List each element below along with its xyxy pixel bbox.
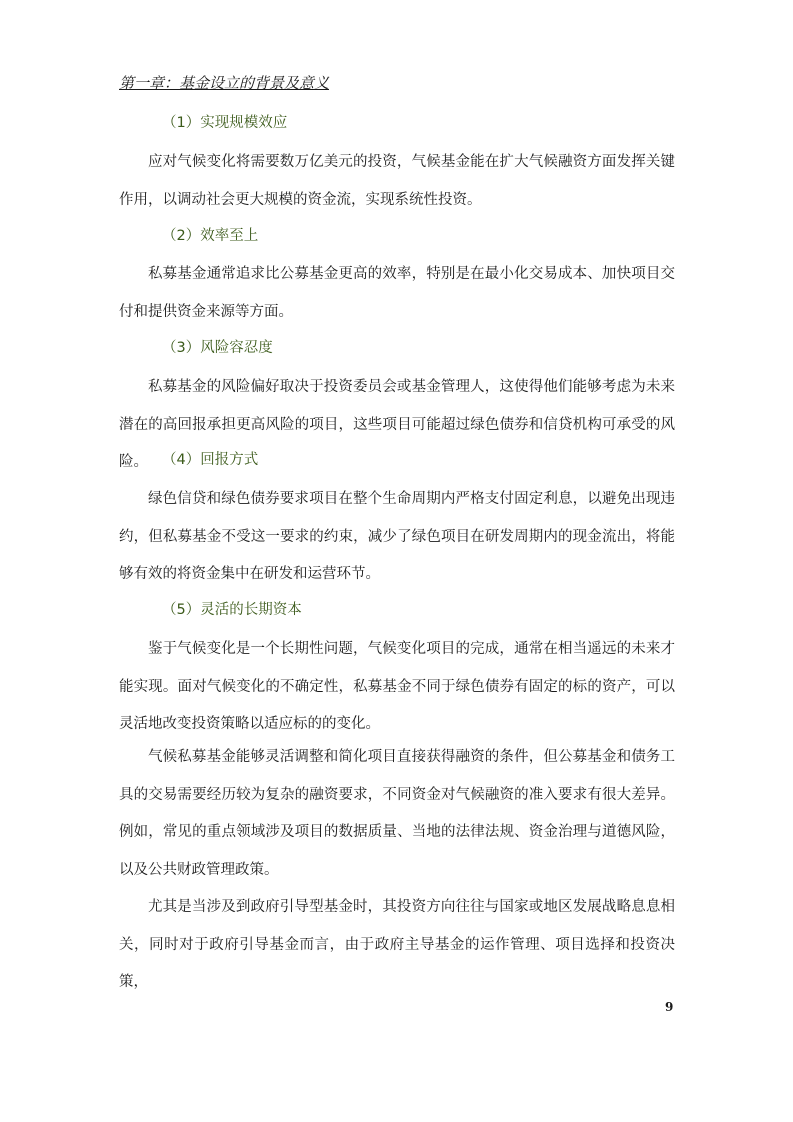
section-1-paragraph-1: 应对气候变化将需要数万亿美元的投资，气候基金能在扩大气候融资方面发挥关键作用，以调动社会更大规模的资金流，实现系统性投资。 (119, 154, 675, 208)
section-heading-1: （1）实现规模效应 (162, 115, 288, 131)
section-4-paragraph-1: 绿色信贷和绿色债券要求项目在整个生命周期内严格支付固定利息，以避免出现违约，但私募基金不受这一要求的约束，减少了绿色项目在研发周期内的现金流出，将能够有效的将资金集中在研发和运营环节。 (119, 491, 675, 582)
chapter-title: 第一章：基金设立的背景及意义 (119, 74, 330, 92)
section-heading-4: （4）回报方式 (162, 452, 259, 468)
section-2-paragraph-1: 私募基金通常追求比公募基金更高的效率，特别是在最小化交易成本、加快项目交付和提供资金来源等方面。 (119, 266, 675, 320)
page-number: 9 (665, 1000, 674, 1014)
section-5-paragraph-3: 尤其是当涉及到政府引导型基金时，其投资方向往往与国家或地区发展战略息息相关，同时对于政府引导基金而言，由于政府主导基金的运作管理、项目选择和投资决策， (119, 899, 675, 990)
section-heading-3: （3）风险容忍度 (162, 340, 273, 356)
section-3-paragraph-1: 私募基金的风险偏好取决于投资委员会或基金管理人，这使得他们能够考虑为未来潜在的高回报承担更高风险的项目，这些项目可能超过绿色债券和信贷机构可承受的风险。 (119, 379, 675, 470)
section-5-paragraph-1: 鉴于气候变化是一个长期性问题，气候变化项目的完成，通常在相当遥远的未来才能实现。面对气候变化的不确定性，私募基金不同于绿色债券有固定的标的资产，可以灵活地改变投资策略以适应标的的变化。 (119, 641, 675, 732)
section-heading-5: （5）灵活的长期资本 (162, 602, 302, 618)
section-heading-2: （2）效率至上 (162, 228, 259, 244)
section-5-paragraph-2: 气候私募基金能够灵活调整和简化项目直接获得融资的条件，但公募基金和债务工具的交易需要经历较为复杂的融资要求，不同资金对气候融资的准入要求有很大差异。例如，常见的重点领域涉及项目的数据质量、当地的法律法规、资金治理与道德风险，以及公共财政管理政策。 (119, 749, 675, 878)
